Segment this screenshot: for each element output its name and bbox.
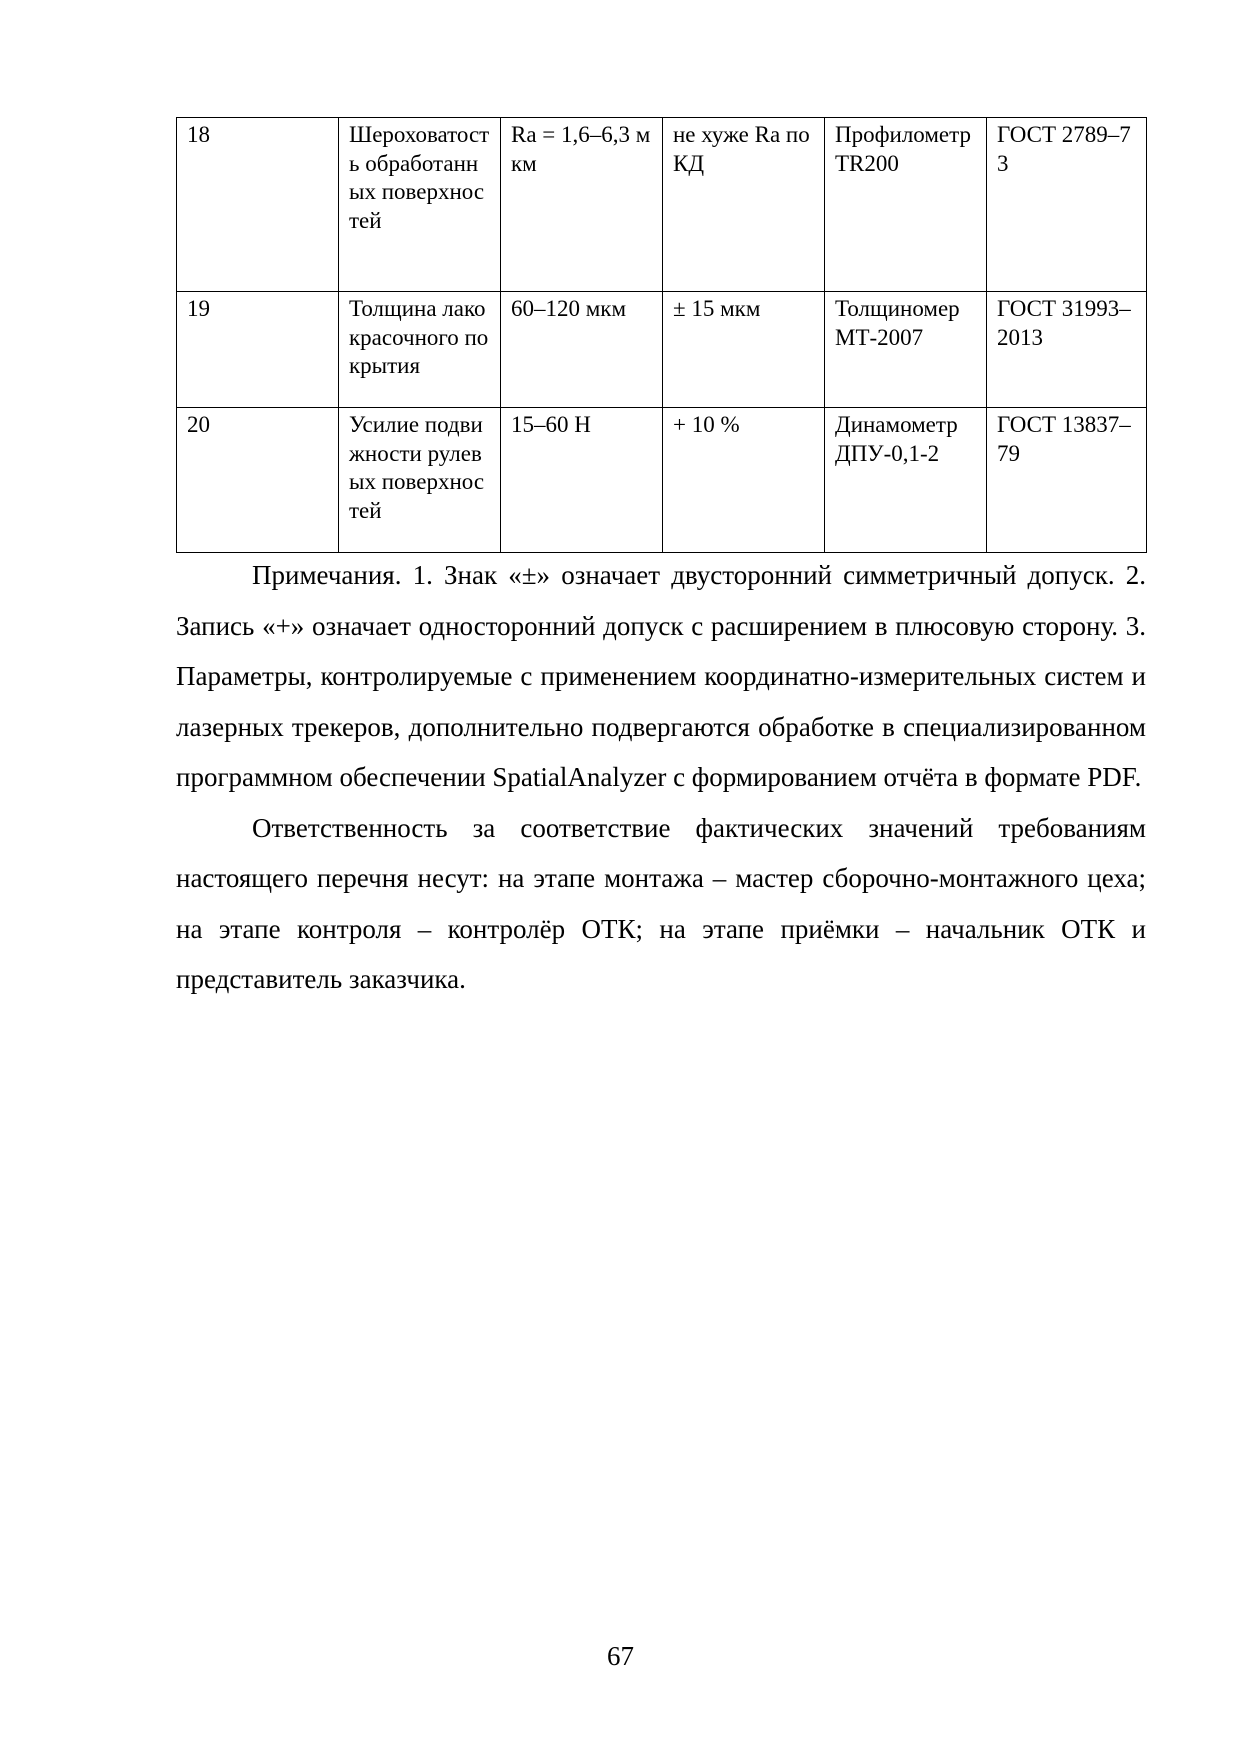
tolerance-cell: + 10 % — [663, 408, 825, 553]
notes-section — [176, 550, 1146, 1005]
responsibility-paragraph: Ответственность за соответствие фактических значений требованиям настоящего перечня несут: на этапе монтажа – мастер сборочно-монтажного цеха; на этапе контроля – контролёр ОТК; на этапе приёмки – начальник ОТК и представитель заказчика. — [176, 812, 1146, 994]
table-row — [177, 118, 1147, 292]
row-number-cell: 18 — [177, 118, 339, 292]
standard-cell: ГОСТ 31993–2013 — [987, 292, 1147, 408]
instrument-cell: Толщиномер МТ-2007 — [825, 292, 987, 408]
standard-cell: ГОСТ 2789–73 — [987, 118, 1147, 292]
nominal-value-cell: 15–60 Н — [501, 408, 663, 553]
nominal-value-cell: Ra = 1,6–6,3 мкм — [501, 118, 663, 292]
parameters-table — [176, 117, 1147, 553]
row-number-cell: 19 — [177, 292, 339, 408]
notes-paragraph: Примечания. 1. Знак «±» означает двусторонний симметричный допуск. 2. Запись «+» означает односторонний допуск с расширением в плюсовую сторону. 3. Параметры, контролируемые с применением координатно-измерительных систем и лазерных трекеров, дополнительно подвергаются обработке в специализированном программном обеспечении SpatialAnalyzer с формированием отчёта в формате PDF. — [176, 560, 1146, 792]
parameter-cell: Толщина лакокрасочного покрытия — [339, 292, 501, 408]
nominal-value-cell: 60–120 мкм — [501, 292, 663, 408]
parameter-cell: Усилие подвижности рулевых поверхностей — [339, 408, 501, 553]
tolerance-cell: не хуже Ra по КД — [663, 118, 825, 292]
table-row — [177, 292, 1147, 408]
table-row — [177, 408, 1147, 553]
instrument-cell: Профилометр TR200 — [825, 118, 987, 292]
standard-cell: ГОСТ 13837–79 — [987, 408, 1147, 553]
instrument-cell: Динамометр ДПУ-0,1-2 — [825, 408, 987, 553]
page-number: 67 — [607, 1641, 634, 1671]
tolerance-cell: ± 15 мкм — [663, 292, 825, 408]
parameter-cell: Шероховатость обработанных поверхностей — [339, 118, 501, 292]
row-number-cell: 20 — [177, 408, 339, 553]
